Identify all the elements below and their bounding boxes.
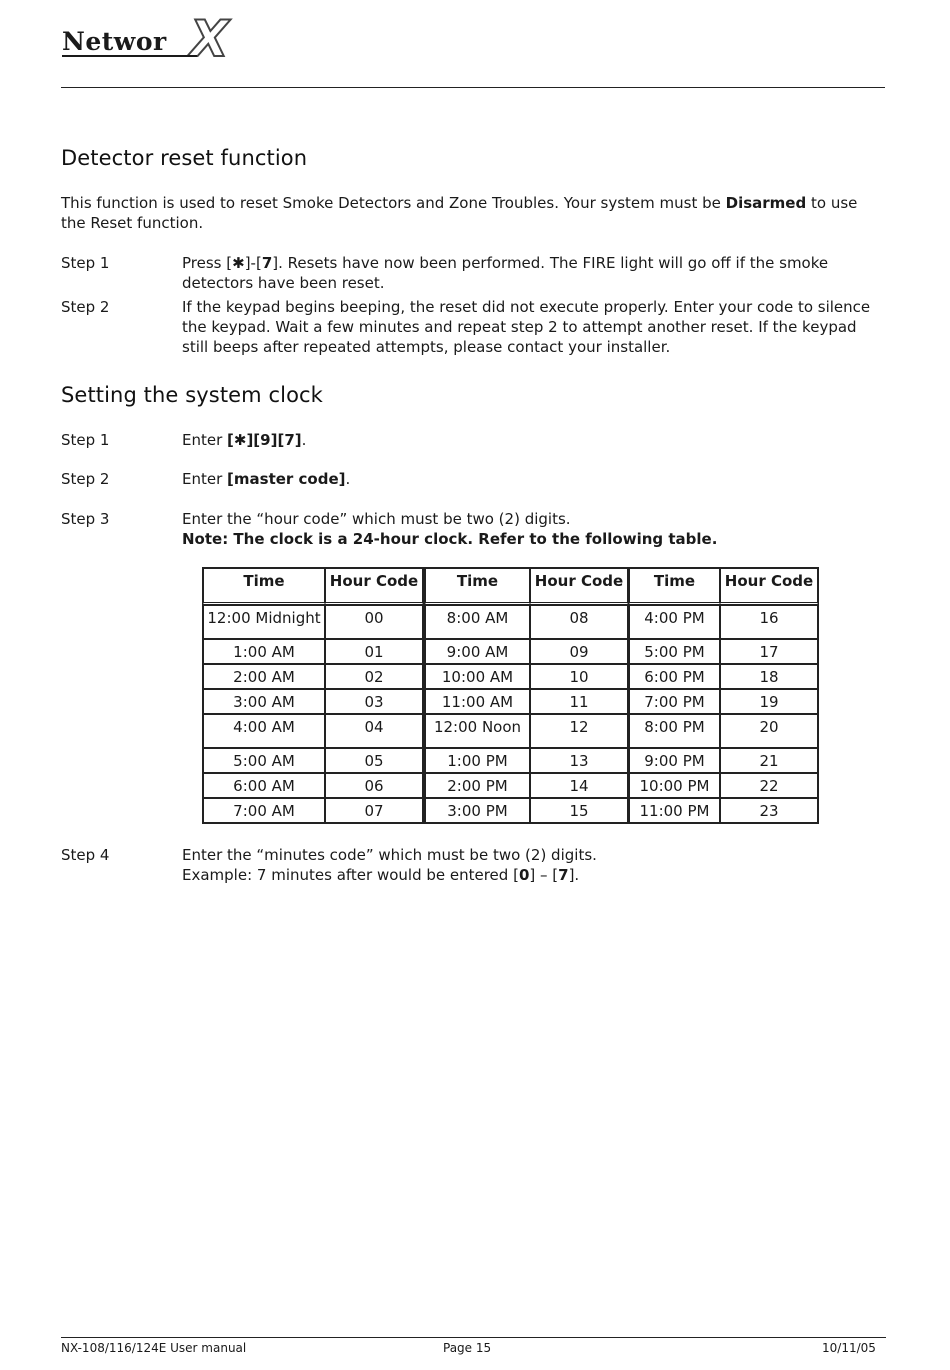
- table-row: [203, 689, 423, 714]
- table-header-time: Time: [203, 568, 325, 605]
- clock-step-1-text: [182, 430, 872, 450]
- table-header-time: Time: [425, 568, 530, 605]
- table-row: [629, 605, 818, 639]
- time-cell: 10:00 PM: [629, 773, 720, 798]
- hour-code-cell: 10: [530, 664, 628, 689]
- time-cell: 8:00 AM: [425, 605, 530, 639]
- hour-code-cell: 00: [325, 605, 423, 639]
- hour-code-cell: 14: [530, 773, 628, 798]
- time-cell: 7:00 PM: [629, 689, 720, 714]
- table-row: [629, 639, 818, 664]
- table-row: [425, 639, 628, 664]
- minutes-example: [182, 865, 872, 885]
- time-cell: 9:00 PM: [629, 748, 720, 773]
- detector-step-1-label: Step 1: [61, 254, 110, 272]
- table-row: [629, 664, 818, 689]
- time-cell: 5:00 AM: [203, 748, 325, 773]
- table-row: [629, 773, 818, 798]
- minutes-code-instruction: Enter the “minutes code” which must be two (2) digits.: [182, 846, 597, 864]
- master-code: [master code]: [227, 470, 346, 488]
- table-row: [425, 714, 628, 748]
- hour-code-cell: 02: [325, 664, 423, 689]
- hour-code-table: [424, 567, 629, 824]
- footer-date: 10/11/05: [822, 1341, 876, 1355]
- hour-code-cell: 18: [720, 664, 818, 689]
- step-text-part: .: [345, 470, 351, 488]
- table-row: [203, 714, 423, 748]
- step-text-part: .: [301, 431, 307, 449]
- table-row: [203, 773, 423, 798]
- hour-code-cell: 07: [325, 798, 423, 823]
- clock-step-4-label: Step 4: [61, 846, 110, 864]
- hour-code-cell: 21: [720, 748, 818, 773]
- time-cell: 8:00 PM: [629, 714, 720, 748]
- logo-wordmark: Networ: [62, 27, 167, 56]
- table-row: [203, 639, 423, 664]
- section-title-system-clock: Setting the system clock: [61, 383, 323, 407]
- hour-code-cell: 04: [325, 714, 423, 748]
- hour-code-cell: 06: [325, 773, 423, 798]
- hour-code-cell: 09: [530, 639, 628, 664]
- table-header-code: Hour Code: [325, 568, 423, 605]
- hour-code-cell: 19: [720, 689, 818, 714]
- table-row: [203, 664, 423, 689]
- step-text-part: ]-[: [244, 254, 262, 272]
- clock-step-3-text: [182, 509, 872, 549]
- table-row: [629, 689, 818, 714]
- hour-code-table: [202, 567, 424, 824]
- time-cell: 4:00 AM: [203, 714, 325, 748]
- detector-intro: [61, 193, 886, 233]
- clock-step-4-text: [182, 845, 872, 885]
- time-cell: 9:00 AM: [425, 639, 530, 664]
- time-cell: 12:00 Midnight: [203, 605, 325, 639]
- clock-step-2-label: Step 2: [61, 470, 110, 488]
- table-row: [203, 605, 423, 639]
- hour-table-group-1: [202, 567, 424, 824]
- time-cell: 3:00 PM: [425, 798, 530, 823]
- footer-divider: [61, 1337, 886, 1338]
- hour-code-table: [628, 567, 819, 824]
- table-row: [425, 689, 628, 714]
- hour-code-cell: 05: [325, 748, 423, 773]
- clock-note: Note: The clock is a 24-hour clock. Refer to the following table.: [182, 530, 718, 548]
- hour-code-cell: 13: [530, 748, 628, 773]
- hour-code-cell: 17: [720, 639, 818, 664]
- time-cell: 6:00 AM: [203, 773, 325, 798]
- table-row: [629, 748, 818, 773]
- clock-step-3-label: Step 3: [61, 510, 110, 528]
- table-row: [425, 664, 628, 689]
- table-row: [425, 798, 628, 823]
- hour-code-cell: 08: [530, 605, 628, 639]
- time-cell: 7:00 AM: [203, 798, 325, 823]
- key-sequence: [✱][9][7]: [227, 431, 302, 449]
- step-text-part: Enter: [182, 470, 228, 488]
- footer-page-number: Page 15: [443, 1341, 492, 1355]
- detector-step-2-text: If the keypad begins beeping, the reset did not execute properly. Enter your code to silence the keypad. Wait a few minutes and repeat step 2 to attempt another reset. If the keypad still beeps after repeated attempts, please contact your installer.: [182, 298, 871, 356]
- table-row: [203, 748, 423, 773]
- intro-bold-disarmed: Disarmed: [725, 194, 807, 212]
- detector-step-2-label: Step 2: [61, 298, 110, 316]
- hour-table-group-3: [628, 567, 819, 824]
- header-divider: [61, 87, 885, 88]
- clock-step-2-text: [182, 469, 872, 489]
- time-cell: 6:00 PM: [629, 664, 720, 689]
- detector-step-1-text: [182, 253, 872, 293]
- table-row: [629, 714, 818, 748]
- table-row: [203, 798, 423, 823]
- hour-code-cell: 01: [325, 639, 423, 664]
- time-cell: 3:00 AM: [203, 689, 325, 714]
- table-header-code: Hour Code: [530, 568, 628, 605]
- hour-code-cell: 22: [720, 773, 818, 798]
- hour-code-cell: 03: [325, 689, 423, 714]
- step-text-part: ].: [568, 866, 580, 884]
- networx-logo: [62, 14, 247, 64]
- step-text-part: Example: 7 minutes after would be entered [: [182, 866, 519, 884]
- intro-text: This function is used to reset Smoke Detectors and Zone Troubles. Your system must be: [61, 194, 726, 212]
- hour-table-group-2: [424, 567, 629, 824]
- table-row: [425, 605, 628, 639]
- time-cell: 1:00 AM: [203, 639, 325, 664]
- time-cell: 10:00 AM: [425, 664, 530, 689]
- table-row: [425, 748, 628, 773]
- section-title-detector-reset: Detector reset function: [61, 146, 308, 170]
- time-cell: 2:00 PM: [425, 773, 530, 798]
- key-0: 0: [518, 866, 530, 884]
- time-cell: 1:00 PM: [425, 748, 530, 773]
- time-cell: 11:00 PM: [629, 798, 720, 823]
- hour-code-instruction: Enter the “hour code” which must be two (2) digits.: [182, 510, 571, 528]
- key-7: 7: [558, 866, 569, 884]
- hour-code-cell: 20: [720, 714, 818, 748]
- table-header-code: Hour Code: [720, 568, 818, 605]
- time-cell: 12:00 Noon: [425, 714, 530, 748]
- hour-code-cell: 23: [720, 798, 818, 823]
- hour-code-cell: 11: [530, 689, 628, 714]
- star-key: ✱: [232, 254, 245, 272]
- logo-x-mark: X: [190, 14, 229, 64]
- table-header-time: Time: [629, 568, 720, 605]
- step-text-part: Press [: [182, 254, 233, 272]
- time-cell: 11:00 AM: [425, 689, 530, 714]
- hour-code-cell: 15: [530, 798, 628, 823]
- step-text-part: Enter: [182, 431, 228, 449]
- time-cell: 5:00 PM: [629, 639, 720, 664]
- hour-code-cell: 12: [530, 714, 628, 748]
- intro-text-end: to use the Reset function.: [61, 194, 858, 232]
- hour-code-cell: 16: [720, 605, 818, 639]
- time-cell: 2:00 AM: [203, 664, 325, 689]
- clock-step-1-label: Step 1: [61, 431, 110, 449]
- table-row: [629, 798, 818, 823]
- key-7: 7: [261, 254, 273, 272]
- footer-manual-title: NX-108/116/124E User manual: [61, 1341, 247, 1355]
- table-row: [425, 773, 628, 798]
- step-text-part: ]. Resets have now been performed. The FIRE light will go off if the smoke detectors have been reset.: [182, 254, 829, 292]
- time-cell: 4:00 PM: [629, 605, 720, 639]
- step-text-part: ] – [: [529, 866, 559, 884]
